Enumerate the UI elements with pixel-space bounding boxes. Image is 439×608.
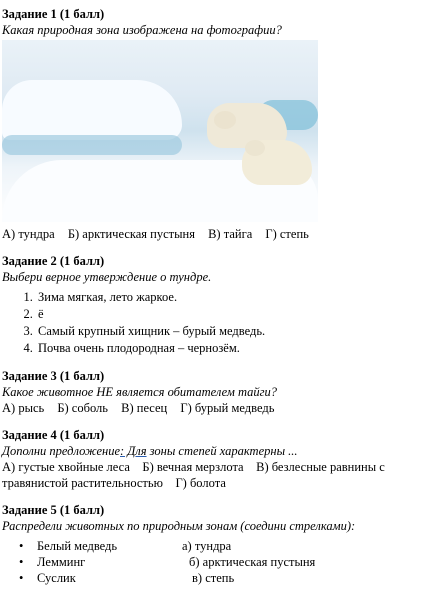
task-2-title: Задание 2 (1 балл) <box>2 254 105 268</box>
task-4-title: Задание 4 (1 балл) <box>2 428 105 442</box>
zone-name: а) тундра <box>182 539 232 553</box>
list-item: 3. Самый крупный хищник – бурый медведь. <box>36 323 437 340</box>
task-4 <box>2 427 437 491</box>
task-5 <box>2 502 437 586</box>
answer-option: В) песец <box>121 401 168 415</box>
task-1-answers <box>2 226 437 242</box>
answer-option: Б) соболь <box>57 401 108 415</box>
list-item: 2. ё <box>36 306 437 323</box>
task-4-answers-line-1: А) густые хвойные леса Б) вечная мерзлота В) безлесные равнины с <box>2 460 385 474</box>
answer-option: А) тундра <box>2 227 55 241</box>
answer-option: Б) арктическая пустыня <box>67 227 195 241</box>
task-2 <box>2 253 437 357</box>
ice-floe <box>2 80 182 140</box>
list-item: 1. Зима мягкая, лето жаркое. <box>36 289 437 306</box>
animal-name: Лемминг <box>37 555 86 569</box>
answer-option: В) тайга <box>208 227 253 241</box>
question-text: Дополни предложение <box>2 444 121 458</box>
matching-row <box>19 570 437 586</box>
zone-name: б) арктическая пустыня <box>189 555 316 569</box>
animal-name: Суслик <box>37 571 76 585</box>
bullet-icon: • <box>19 555 24 569</box>
question-text-underlined: : Для <box>120 444 147 458</box>
water-area <box>2 135 182 155</box>
polar-bears-photo <box>2 40 318 222</box>
task-3-answers <box>2 400 437 416</box>
task-3 <box>2 368 437 416</box>
task-4-question <box>2 443 437 459</box>
task-5-title: Задание 5 (1 балл) <box>2 503 105 517</box>
answer-option: А) рысь <box>2 401 45 415</box>
task-2-list <box>2 289 437 357</box>
matching-list <box>2 538 437 586</box>
list-item: 4. Почва очень плодородная – чернозём. <box>36 340 437 357</box>
question-text: зоны степей характерны ... <box>146 444 298 458</box>
answer-option: Г) бурый медведь <box>180 401 275 415</box>
task-4-answers-line-2: травянистой растительностью Г) болота <box>2 476 226 490</box>
answer-option: Г) степь <box>265 227 309 241</box>
polar-bear-head <box>214 111 236 129</box>
zone-name: в) степь <box>192 571 235 585</box>
task-2-question: Выбери верное утверждение о тундре. <box>2 270 212 284</box>
bullet-icon: • <box>19 571 24 585</box>
task-3-title: Задание 3 (1 балл) <box>2 369 105 383</box>
matching-row <box>19 538 437 554</box>
task-3-question: Какое животное НЕ является обитателем тайги? <box>2 385 278 399</box>
matching-row <box>19 554 437 570</box>
worksheet <box>2 6 437 586</box>
task-5-question: Распредели животных по природным зонам (соедини стрелками): <box>2 519 356 533</box>
task-1-question: Какая природная зона изображена на фотографии? <box>2 23 282 37</box>
task-1 <box>2 6 437 242</box>
bullet-icon: • <box>19 539 24 553</box>
task-1-title: Задание 1 (1 балл) <box>2 7 105 21</box>
animal-name: Белый медведь <box>37 539 118 553</box>
polar-bear-head <box>245 140 265 156</box>
